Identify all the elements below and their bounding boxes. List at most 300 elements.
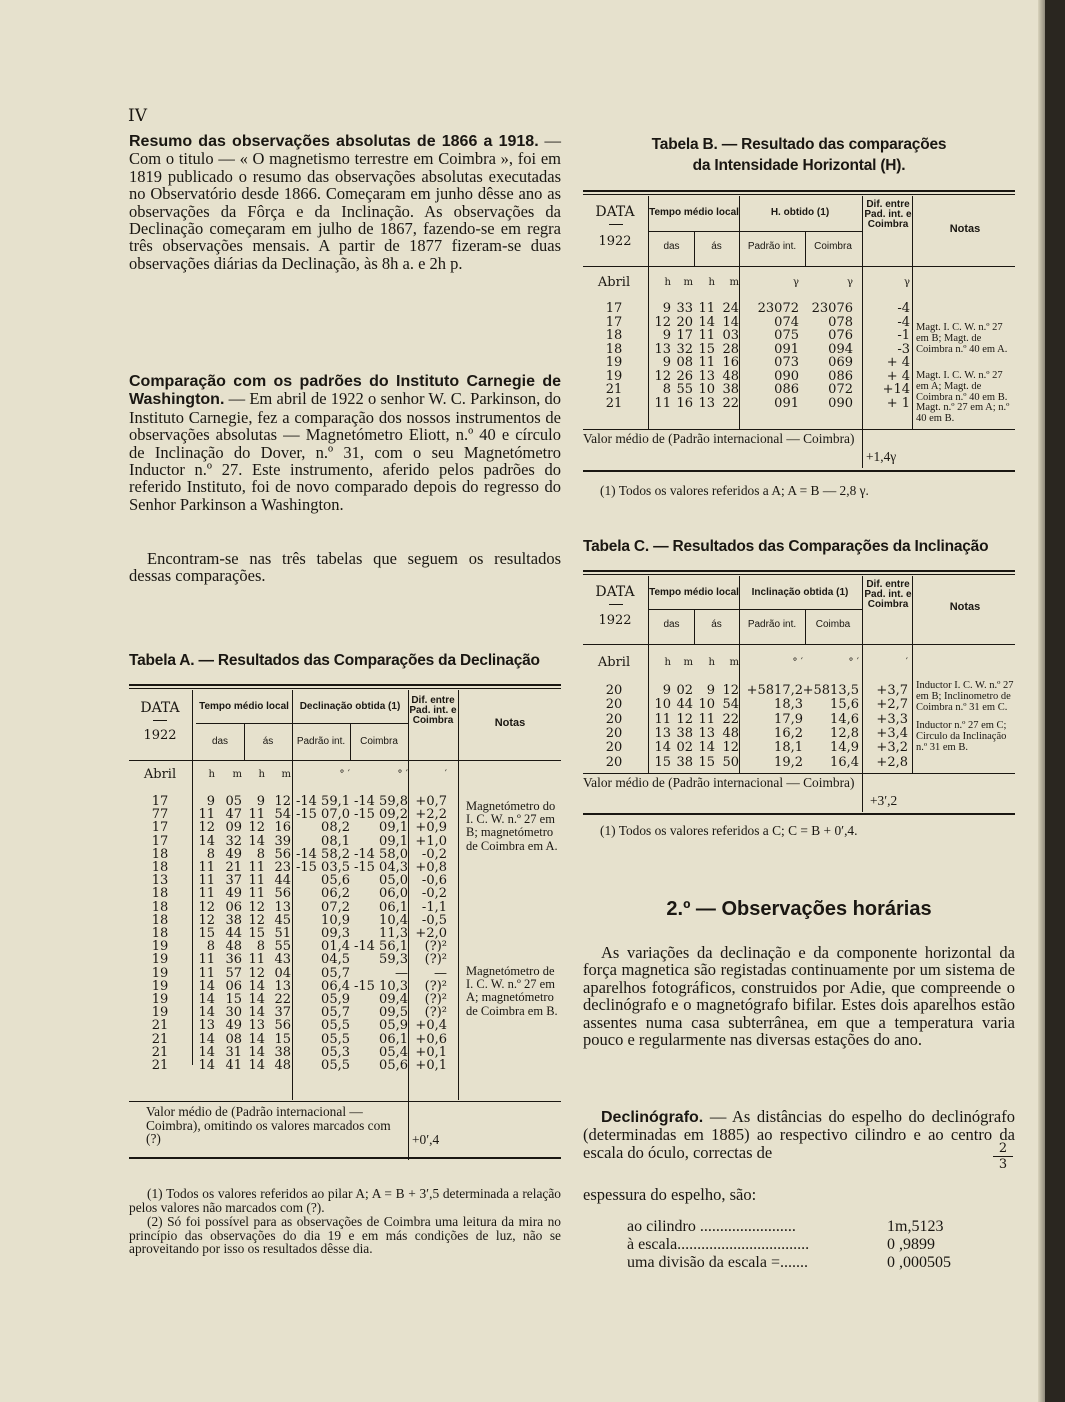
table-a-h-year: 1922 <box>143 728 177 743</box>
table-c-cell: 9 <box>706 683 715 698</box>
table-c-cell: +3,4 <box>876 725 908 741</box>
table-c-unit-1: h <box>664 657 671 668</box>
table-a-cell: +0,7 <box>415 794 447 809</box>
table-c-cell: 22 <box>722 711 739 727</box>
table-a-cell: 12 <box>198 899 215 915</box>
table-a-cell: 05,7 <box>321 965 350 981</box>
table-a-unit-6: ° ′ <box>397 769 408 780</box>
table-a-cell: 37 <box>274 1005 291 1021</box>
table-a-h-coimbra: Coimbra <box>360 736 398 747</box>
table-b-footnote: (1) Todos os valores referidos a A; A = B — 2,8 γ. <box>600 483 869 498</box>
table-a-cell: 14 <box>248 833 265 849</box>
table-b-cell: 069 <box>828 355 853 370</box>
table-a-cell: 13 <box>274 899 291 915</box>
distance-list <box>627 1218 1015 1272</box>
table-a-cell: 45 <box>274 912 291 928</box>
table-a-cell: 05,0 <box>379 873 408 889</box>
table-a-cell: 14 <box>198 1044 215 1060</box>
table-a-cell: 11 <box>248 873 265 889</box>
declinografo-end: espessura do espelho, são: <box>583 1185 757 1204</box>
table-c-cell: 50 <box>722 754 739 770</box>
table-a-cell: 10,4 <box>379 912 408 928</box>
table-c-cell: 14,9 <box>830 740 859 756</box>
table-c-h-year: 1922 <box>598 613 632 628</box>
table-c-cell: 13 <box>654 725 671 741</box>
table-c-cell: 15,6 <box>830 697 859 713</box>
table-a-cell: 13 <box>151 873 169 889</box>
table-a-cell: 10,9 <box>321 912 350 928</box>
distance-value: 0 ,9899 <box>887 1236 935 1253</box>
table-a-cell: 8 <box>256 939 265 955</box>
table-b-h-year: 1922 <box>598 234 632 249</box>
table-b-top-rule-2 <box>583 194 1015 195</box>
table-a-h-dash <box>153 720 167 721</box>
table-a-cell: 44 <box>274 873 291 889</box>
table-a-cell: 13 <box>274 978 291 994</box>
table-b-cell: -3 <box>897 341 910 357</box>
table-a-cell: 12 <box>248 899 265 915</box>
table-b-cell: 9 <box>662 301 671 316</box>
table-b-title-1: Tabela B. — Resultado das comparações <box>651 136 947 153</box>
table-b-cell: 094 <box>828 341 853 357</box>
table-c-cell: 14,6 <box>830 711 859 727</box>
table-a-cell: 12 <box>198 820 215 836</box>
table-c-unit-2: m <box>683 657 693 668</box>
table-b-cell: 13 <box>698 368 715 384</box>
table-c-h-das: das <box>663 619 680 630</box>
table-c-cell: 44 <box>676 697 693 713</box>
table-a-cell: -15 09,2 <box>353 807 408 823</box>
table-a-cell: +1,0 <box>415 833 447 849</box>
table-a-cell: -15 04,3 <box>353 860 408 875</box>
table-a-cell: (?)² <box>424 1005 447 1021</box>
table-a-cell: +0,8 <box>415 860 447 875</box>
table-b-cell: 10 <box>698 382 715 397</box>
table-a-cell: 14 <box>248 1031 265 1047</box>
table-c-cell: +3,2 <box>876 740 908 756</box>
table-a-cell: 05 <box>225 794 242 809</box>
table-a-cell: 12 <box>248 912 265 928</box>
table-a-cell: 32 <box>225 833 242 849</box>
table-b-cell: 23072 <box>757 301 799 316</box>
declinografo-body: — As distâncias do espelho do declinógrafo (determinadas em 1885) ao respectivo cilindro e ao centro da escala do óculo, correctas de <box>583 1107 1016 1162</box>
table-c-top-rule-2 <box>583 574 1015 575</box>
table-a-cell: 31 <box>225 1044 242 1060</box>
table-a-cell: 48 <box>274 1058 291 1073</box>
table-c-body <box>583 656 1015 776</box>
table-a-cell: 43 <box>274 952 291 968</box>
table-a-unit-7: ′ <box>444 769 447 780</box>
table-c-cell: +5813,5 <box>802 683 859 698</box>
table-a-cell: 14 <box>248 1044 265 1060</box>
table-a-cell: 14 <box>198 833 215 849</box>
table-a-cell: +0,1 <box>415 1058 447 1073</box>
table-c-vline-2 <box>694 609 695 644</box>
table-c-vline-4 <box>805 609 806 644</box>
table-b-cell: 11 <box>654 395 671 411</box>
table-a-cell: 9 <box>206 794 215 809</box>
table-c-note-1: Inductor I. C. W. n.º 27 em B; Inclinometro de Coimbra n.º 31 em C. <box>916 680 1014 713</box>
table-b-vline-2 <box>694 231 695 266</box>
table-a-cell: 11 <box>198 807 215 823</box>
table-a-cell: 18 <box>151 886 169 902</box>
table-c-cell: 20 <box>605 683 623 698</box>
table-b-mean-rule <box>583 429 1015 430</box>
table-b-cell: 17 <box>605 301 623 316</box>
distance-label: uma divisão da escala =....... <box>627 1254 808 1271</box>
table-a-cell: 01,4 <box>321 939 350 955</box>
table-a-cell: 8 <box>206 939 215 955</box>
table-c-cell: 02 <box>676 740 693 756</box>
table-b-note-1: Magt. I. C. W. n.º 27 em B; Magt. de Coimbra n.º 40 em A. <box>916 322 1008 355</box>
table-a-cell: 11 <box>198 952 215 968</box>
declinografo-fraction <box>993 1141 1013 1172</box>
table-a-cell: 44 <box>225 926 242 941</box>
table-a-mean-label: Valor médio de (Padrão internacional — Coimbra), omitindo os valores marcados com (?) <box>146 1104 391 1147</box>
table-a-cell: 21 <box>151 1031 169 1047</box>
table-a-h-das: das <box>211 736 229 747</box>
table-a-cell: 56 <box>274 1018 291 1034</box>
distance-value: 1m,5123 <box>887 1218 944 1235</box>
table-a-cell: 57 <box>225 965 242 981</box>
table-a-cell: 06,0 <box>379 886 408 902</box>
table-a-cell: 14 <box>248 978 265 994</box>
table-b-cell: 090 <box>774 368 799 384</box>
table-a-cell: 11 <box>248 807 265 823</box>
table-a-cell: 11 <box>198 873 215 889</box>
table-a-h-dif: Dif. entre Pad. int. e Coimbra <box>409 695 457 726</box>
table-b-cell: 21 <box>605 382 623 397</box>
table-a-cell: 14 <box>248 1005 265 1021</box>
table-a-cell: 55 <box>274 939 291 955</box>
table-a-cell: 56 <box>274 886 291 902</box>
table-a-cell: 05,9 <box>379 1018 408 1034</box>
table-a-cell: 18 <box>151 846 169 862</box>
table-b-cell: 073 <box>774 355 799 370</box>
table-a-sub-rule <box>196 723 409 724</box>
table-a-cell: 47 <box>225 807 242 823</box>
paragraph-comparacao-title: Comparação com os padrões do Instituto Carnegie de Washington. <box>129 373 561 409</box>
table-a-cell: 12 <box>198 912 215 928</box>
table-c-cell: 9 <box>662 683 671 698</box>
table-b-cell: 17 <box>605 314 623 330</box>
table-b-cell: +14 <box>882 382 910 397</box>
table-a-header-rule <box>129 760 561 761</box>
table-a-cell: -1,1 <box>421 899 447 915</box>
table-c-cell: 20 <box>605 740 623 756</box>
table-b-unit-5: γ <box>793 277 799 288</box>
table-c-cell: 20 <box>605 754 623 770</box>
table-a-cell: 17 <box>151 794 169 809</box>
table-a-cell: (?)² <box>424 952 447 968</box>
table-b-title-2: da Intensidade Horizontal (H). <box>692 157 906 174</box>
table-a-cell: 09 <box>225 820 242 836</box>
table-c-cell: 11 <box>654 711 671 727</box>
table-a-cell: -15 03,5 <box>295 860 350 875</box>
table-b-unit-2: m <box>683 277 693 288</box>
table-b-cell: 9 <box>662 328 671 343</box>
table-c-cell: 20 <box>605 711 623 727</box>
table-b-cell: 18 <box>605 328 623 343</box>
table-c-note-2: Inductor n.º 27 em C; Circulo da Inclinação n.º 31 em B. <box>916 720 1007 753</box>
paragraph-resumo-body: — Com o titulo — « O magnetismo terrestre em Coimbra », foi em 1819 publicado o resumo das observações absolutas executadas no Observatório desde 1866. Começaram em junho dêsse ano as observações da Fôrça e da Inclinação. As observações da Declinação começaram em julho de 1867, fazendo-se em regra três observações mensais. A partir de 1877 fizeram-se duas observações diárias da Declinação, às 8h a. e 2h p. <box>129 131 561 273</box>
table-a-unit-3: h <box>258 769 265 780</box>
table-a-cell: (?)² <box>424 939 447 955</box>
table-a-bottom-rule <box>129 1157 561 1159</box>
table-a-cell: 21 <box>151 1044 169 1060</box>
table-b-cell: 075 <box>774 328 799 343</box>
declinografo-paragraph <box>583 1108 1015 1161</box>
table-a-cell: -14 58,0 <box>353 846 408 862</box>
table-b-cell: 074 <box>774 314 799 330</box>
table-c-cell: +2,8 <box>876 754 908 770</box>
fraction-numerator: 2 <box>998 1141 1008 1156</box>
table-a-cell: 11 <box>198 886 215 902</box>
page-number: IV <box>128 106 147 126</box>
table-b-cell: 086 <box>828 368 853 384</box>
table-c-unit-0: Abril <box>597 655 631 670</box>
table-c-mean-label: Valor médio de (Padrão internacional — Coimbra) <box>583 775 855 790</box>
table-a-cell: 18 <box>151 926 169 941</box>
table-a-cell: 16 <box>274 820 291 836</box>
table-b-unit-6: γ <box>847 277 853 288</box>
paragraph-comparacao <box>129 372 561 513</box>
table-a-cell: 11 <box>198 860 215 875</box>
table-c-cell: 10 <box>698 697 715 713</box>
table-a-cell: 37 <box>225 873 242 889</box>
table-a-cell: +0,4 <box>415 1018 447 1034</box>
table-a-vline-2 <box>244 723 245 760</box>
table-b-note-2: Magt. I. C. W. n.º 27 em A; Magt. de Coimbra n.º 40 em B. <box>916 370 1008 403</box>
table-a-cell: 09,1 <box>379 833 408 849</box>
table-a-cell: 06 <box>225 978 242 994</box>
table-a-note-2: Magnetómetro de I. C. W. n.º 27 em A; magnetómetro de Coimbra em B. <box>466 964 558 1018</box>
table-a-cell: 15 <box>225 992 242 1007</box>
table-b-cell: -1 <box>897 328 910 343</box>
table-c-cell: 11 <box>698 711 715 727</box>
table-a-unit-2: m <box>232 769 242 780</box>
table-b-cell: 091 <box>774 395 799 411</box>
table-a-cell: -0,2 <box>421 846 447 862</box>
table-c-cell: 48 <box>722 725 739 741</box>
table-a-cell: -15 07,0 <box>295 807 350 823</box>
table-b-h-h: H. obtido (1) <box>770 207 830 218</box>
table-c-cell: 13 <box>698 725 715 741</box>
table-b-cell: + 4 <box>886 355 910 370</box>
table-b-h-padrao: Padrão int. <box>747 241 797 252</box>
table-a-cell: 05,9 <box>321 992 350 1007</box>
table-b-cell: 8 <box>662 382 671 397</box>
table-a-cell: 09,1 <box>379 820 408 836</box>
table-a-unit-1: h <box>208 769 215 780</box>
table-b-h-notas: Notas <box>949 223 981 235</box>
table-b-h-das: das <box>663 241 680 252</box>
table-c-h-padrao: Padrão int. <box>747 619 797 630</box>
table-b-h-dif: Dif. entre Pad. int. e Coimbra <box>864 199 912 230</box>
table-a-cell: 49 <box>225 886 242 902</box>
table-c-cell: 20 <box>605 697 623 713</box>
table-a-cell: 15 <box>274 1031 291 1047</box>
table-c-cell: 16,2 <box>774 725 803 741</box>
table-c-cell: 19,2 <box>774 754 803 770</box>
table-b-cell: 072 <box>828 382 853 397</box>
table-b-cell: 12 <box>654 368 671 384</box>
table-a-cell: 56 <box>274 846 291 862</box>
table-a-cell: +0,9 <box>415 820 447 836</box>
table-c-h-notas: Notas <box>949 601 981 613</box>
table-c-cell: 38 <box>676 754 693 770</box>
table-a-cell: +0,1 <box>415 1044 447 1060</box>
table-c-cell: 15 <box>654 754 671 770</box>
table-c-h-dif: Dif. entre Pad. int. e Coimbra <box>864 579 912 610</box>
table-b-bottom-rule <box>583 470 1015 472</box>
table-a-cell: 08,2 <box>321 820 350 836</box>
table-c-cell: 12 <box>676 711 693 727</box>
table-a-unit-0: Abril <box>143 767 177 782</box>
fraction-denominator: 3 <box>993 1156 1013 1172</box>
table-c-unit-3: h <box>708 657 715 668</box>
table-a-cell: 9 <box>256 794 265 809</box>
table-c-cell: 18,1 <box>774 740 803 756</box>
table-a-h-padrao: Padrão int. <box>296 736 346 747</box>
table-a-cell: 38 <box>274 1044 291 1060</box>
table-a-note-1: Magnetómetro do I. C. W. n.º 27 em B; magnetómetro de Coimbra em A. <box>466 799 558 853</box>
table-a-cell: 04 <box>274 965 291 981</box>
table-c-cell: 54 <box>722 697 739 713</box>
table-a-cell: 06,4 <box>321 978 350 994</box>
table-c-h-coimbra: Coimba <box>815 619 851 630</box>
table-a-cell: 21 <box>225 860 242 875</box>
table-a-unit-5: ° ′ <box>339 769 350 780</box>
table-a-cell: 06 <box>225 899 242 915</box>
table-b-note-3: Magt. n.º 27 em A; n.º 40 em B. <box>916 402 1010 424</box>
table-a-cell: (?)² <box>424 992 447 1007</box>
page-fold-shadow <box>1038 0 1045 1402</box>
table-b-h-data: DATA <box>595 204 635 220</box>
table-c-cell: 14 <box>654 740 671 756</box>
table-b-cell: 18 <box>605 341 623 357</box>
table-b-cell: 17 <box>676 328 693 343</box>
table-a-cell: 15 <box>198 926 215 941</box>
table-a-cell: 17 <box>151 820 169 836</box>
distance-row <box>627 1254 1015 1272</box>
table-a-cell: -14 56,1 <box>353 939 408 955</box>
table-c-h-data: DATA <box>595 584 635 600</box>
table-c-unit-5: ° ′ <box>792 657 803 668</box>
table-b-cell: 55 <box>676 382 693 397</box>
table-b-cell: 11 <box>698 328 715 343</box>
table-a-cell: 19 <box>151 992 169 1007</box>
table-c-h-as: ás <box>711 619 722 630</box>
table-a-cell: 06,2 <box>321 886 350 902</box>
table-a-cell: 59,3 <box>379 952 408 968</box>
declinografo-title: Declinógrafo. <box>601 1109 704 1126</box>
table-c-unit-6: ° ′ <box>848 657 859 668</box>
table-b-unit-0: Abril <box>597 275 631 290</box>
table-a-cell: 39 <box>274 833 291 849</box>
distance-row <box>627 1218 1015 1236</box>
table-a-cell: 05,4 <box>379 1044 408 1060</box>
table-a-cell: 22 <box>274 992 291 1007</box>
table-b-cell: 21 <box>605 395 623 411</box>
table-b-cell: 086 <box>774 382 799 397</box>
table-b-unit-7: γ <box>904 277 910 288</box>
table-a-cell: 08 <box>225 1031 242 1047</box>
table-a-cell: 41 <box>225 1058 242 1073</box>
section-2-title: 2.º — Observações horárias <box>666 898 932 920</box>
table-a-cell: 15 <box>248 926 265 941</box>
table-b-cell: 22 <box>722 395 739 411</box>
table-a-cell: 14 <box>248 992 265 1007</box>
table-b-cell: 13 <box>698 395 715 411</box>
table-a-cell: 19 <box>151 965 169 981</box>
table-a-cell: 05,3 <box>321 1044 350 1060</box>
table-b-cell: -4 <box>897 301 910 316</box>
table-a-cell: +2,2 <box>415 807 447 823</box>
table-c-cell: +2,7 <box>876 697 908 713</box>
paragraph-resumo <box>129 132 561 272</box>
table-b-cell: 076 <box>828 328 853 343</box>
table-b-cell: 16 <box>676 395 693 411</box>
table-a-cell: 30 <box>225 1005 242 1021</box>
table-c-footnote: (1) Todos os valores referidos a C; C = B + 0′,4. <box>600 823 858 838</box>
table-b-h-coimbra: Coimbra <box>814 241 852 252</box>
table-a-cell: 05,7 <box>321 1005 350 1021</box>
table-a-cell: 11 <box>248 952 265 968</box>
table-c-cell: 38 <box>676 725 693 741</box>
table-a-cell: 21 <box>151 1018 169 1034</box>
table-a-title: Tabela A. — Resultados das Comparações da Declinação <box>129 652 540 669</box>
distance-value: 0 ,000505 <box>887 1254 951 1271</box>
table-a-cell: 12 <box>274 794 291 809</box>
table-a-cell: 17 <box>151 833 169 849</box>
table-a-cell: 04,5 <box>321 952 350 968</box>
table-a-cell: 18 <box>151 899 169 915</box>
table-b-cell: 03 <box>722 328 739 343</box>
table-a-vline-4 <box>350 723 351 760</box>
table-a-cell: -14 59,8 <box>353 794 408 809</box>
table-a-cell: 38 <box>225 912 242 928</box>
table-a-cell: 14 <box>198 992 215 1007</box>
table-a-h-decl: Declinação obtida (1) <box>299 701 401 712</box>
table-a-cell: 09,5 <box>379 1005 408 1021</box>
table-b-vline-4 <box>805 231 806 266</box>
table-c-cell: 12,8 <box>830 725 859 741</box>
table-c-h-tempo: Tempo médio local <box>649 587 739 598</box>
table-a-cell: 49 <box>225 1018 242 1034</box>
table-b-cell: 078 <box>828 314 853 330</box>
table-a-cell: 8 <box>256 846 265 862</box>
table-b-cell: 15 <box>698 341 715 357</box>
table-a-cell: 06,1 <box>379 899 408 915</box>
table-c-cell: +3,7 <box>876 683 908 698</box>
table-a-cell: 8 <box>206 846 215 862</box>
table-a-top-rule <box>129 684 561 686</box>
table-a-cell: 05,6 <box>321 873 350 889</box>
table-b-cell: 23076 <box>811 301 853 316</box>
table-b-cell: 14 <box>698 314 715 330</box>
table-a-cell: 11,3 <box>379 926 408 941</box>
table-a-cell: 14 <box>198 1058 215 1073</box>
table-a-h-tempo: Tempo médio local <box>199 701 289 712</box>
table-b-unit-4: m <box>729 277 739 288</box>
table-c-cell: 20 <box>605 725 623 741</box>
table-a-cell: -0,5 <box>421 912 447 928</box>
table-a-footnote-1: (1) Todos os valores referidos ao pilar A; A = B + 3′,5 determinada a relação pelos valores não marcados com (?). <box>129 1186 561 1215</box>
table-a-cell: -15 10,3 <box>353 978 408 994</box>
table-a-cell: 07,2 <box>321 899 350 915</box>
table-b-cell: 13 <box>654 341 671 357</box>
